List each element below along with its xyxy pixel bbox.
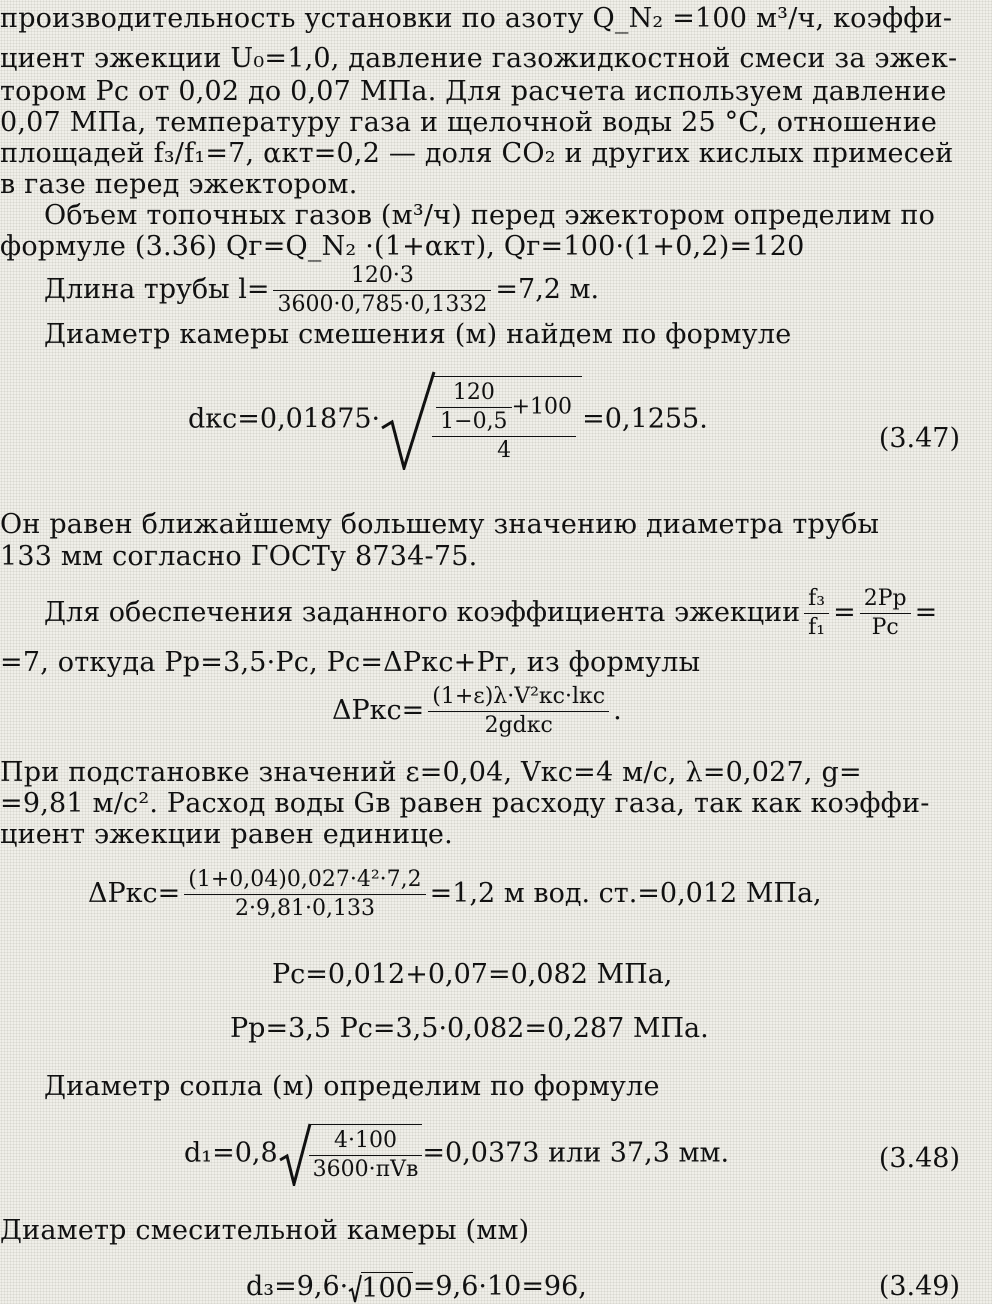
delta-p-end: .	[613, 695, 622, 726]
eq348-lhs: d₁=0,8	[184, 1137, 278, 1169]
paragraph1-line-5: площадей f₃/f₁=7, αкт=0,2 — доля CO₂ и других кислых примесей	[0, 138, 954, 169]
p-ratio-numerator: 2Pр	[860, 585, 911, 614]
fraction-numerator: 120·3	[273, 262, 491, 291]
delta-p-formula	[332, 683, 622, 740]
mixer-intro: Диаметр смесительной камеры (мм)	[0, 1215, 530, 1246]
eq347-inner-numerator: 120	[436, 379, 511, 408]
paragraph4-line-1: Для обеспечения заданного коэффициента эжекции $\frac{\text{f₃}}{\text{f₁}}$ = $\frac{2Pр}{Pс}$ =	[44, 586, 938, 640]
dp-calc-numerator: (1+0,04)0,027·4²·7,2	[184, 866, 425, 895]
f-ratio-numerator: f₃	[804, 585, 829, 614]
eq347-result: =0,1255.	[582, 403, 708, 435]
dp-calc-lhs: ΔPкс=	[88, 878, 181, 909]
pipe-length-label: Длина трубы l=	[44, 274, 270, 305]
delta-p-fraction	[428, 683, 609, 740]
square-root-icon	[278, 1122, 312, 1186]
pipe-length-fraction	[273, 262, 491, 319]
eq349-lhs: d₃=9,6·	[246, 1271, 349, 1302]
f-ratio-denominator: f₁	[808, 615, 826, 640]
fraction-denominator: 3600·0,785·0,1332	[277, 292, 488, 317]
p-ratio-fraction	[860, 585, 911, 642]
eq347-outer-numerator	[432, 379, 576, 437]
paragraph5-line-3: циент эжекции равен единице.	[0, 819, 453, 850]
paragraph4-line-2: =7, откуда Pр=3,5·Pс, Pс=ΔPкс+Pг, из формулы	[0, 647, 701, 678]
paragraph1-line-1: производительность установки по азоту Q_N₂ =100 м³/ч, коэффи-	[0, 3, 953, 34]
paragraph1-line-2: циент эжекции U₀=1,0, давление газожидкостной смеси за эжек-	[0, 43, 958, 74]
eq348-denominator: 3600·πVв	[312, 1157, 419, 1182]
dp-calc-fraction	[184, 866, 425, 923]
eq349-result: =9,6·10=96,	[412, 1271, 587, 1302]
eq348-radicand	[309, 1124, 423, 1184]
f-ratio-fraction	[804, 585, 829, 642]
pc-calculation: Pс=0,012+0,07=0,082 МПа,	[272, 959, 673, 990]
eq347-outer-denominator: 4	[497, 437, 512, 463]
paragraph1-line-3: тором Pс от 0,02 до 0,07 МПа. Для расчета используем давление	[0, 76, 947, 107]
dp-calc-denominator: 2·9,81·0,133	[235, 896, 375, 921]
pp-calculation: Pр=3,5 Pс=3,5·0,082=0,287 МПа.	[230, 1013, 709, 1044]
eq348-fraction	[309, 1127, 423, 1184]
equation-number-3-48: (3.48)	[878, 1143, 960, 1174]
paragraph3-line-2: 133 мм согласно ГОСТу 8734-75.	[0, 541, 478, 572]
delta-p-denominator: 2gdкс	[484, 713, 553, 738]
eq347-plus-term: +100	[511, 394, 572, 419]
paragraph2-line-2: формуле (3.36) Qг=Q_N₂ ·(1+αкт), Qг=100·(1+0,2)=120	[0, 231, 805, 262]
eq347-inner-fraction	[436, 379, 511, 436]
equation-3-48	[184, 1122, 729, 1186]
eq348-result: =0,0373 или 37,3 мм.	[422, 1137, 730, 1169]
equation-number-3-49: (3.49)	[878, 1271, 960, 1302]
paragraph1-line-4: 0,07 МПа, температуру газа и щелочной воды 25 °С, отношение	[0, 107, 938, 138]
delta-p-calculation	[88, 866, 822, 923]
paragraph3-line-1: Он равен ближайшему большему значению диаметра трубы	[0, 509, 880, 540]
square-root-icon	[380, 370, 436, 470]
equation-number-3-47: (3.47)	[878, 423, 960, 454]
square-root-icon	[348, 1273, 362, 1303]
equation-3-47	[188, 370, 708, 470]
eq348-numerator: 4·100	[309, 1127, 423, 1156]
paragraph5-line-2: =9,81 м/с². Расход воды Gв равен расходу газа, так как коэффи-	[0, 788, 930, 819]
pipe-length-result: =7,2 м.	[495, 274, 600, 305]
eq347-outer-fraction	[432, 379, 576, 465]
paragraph4-line1-end: =	[914, 597, 938, 628]
pipe-length-formula	[44, 262, 599, 319]
eq347-radicand	[432, 376, 582, 465]
paragraph4-text: Для обеспечения заданного коэффициента эжекции	[44, 597, 801, 628]
paragraph5-line-1: При подстановке значений ε=0,04, Vкс=4 м/с, λ=0,027, g=	[0, 757, 862, 788]
equation-3-49	[246, 1270, 587, 1304]
dp-calc-result: =1,2 м вод. ст.=0,012 МПа,	[429, 878, 822, 909]
nozzle-intro: Диаметр сопла (м) определим по формуле	[44, 1071, 660, 1102]
eq347-lhs: dкс=0,01875·	[188, 403, 381, 435]
paragraph2-line-1: Объем топочных газов (м³/ч) перед эжектором определим по	[44, 200, 936, 231]
eq349-radicand: 100	[361, 1273, 413, 1304]
paragraph1-line-6: в газе перед эжектором.	[0, 169, 358, 200]
delta-p-numerator: (1+ε)λ·V²кс·lкс	[428, 683, 609, 712]
mixing-chamber-intro: Диаметр камеры смешения (м) найдем по формуле	[44, 319, 792, 350]
p-ratio-denominator: Pс	[871, 615, 899, 640]
delta-p-lhs: ΔPкс=	[332, 695, 425, 726]
eq347-inner-denominator: 1−0,5	[440, 408, 508, 434]
